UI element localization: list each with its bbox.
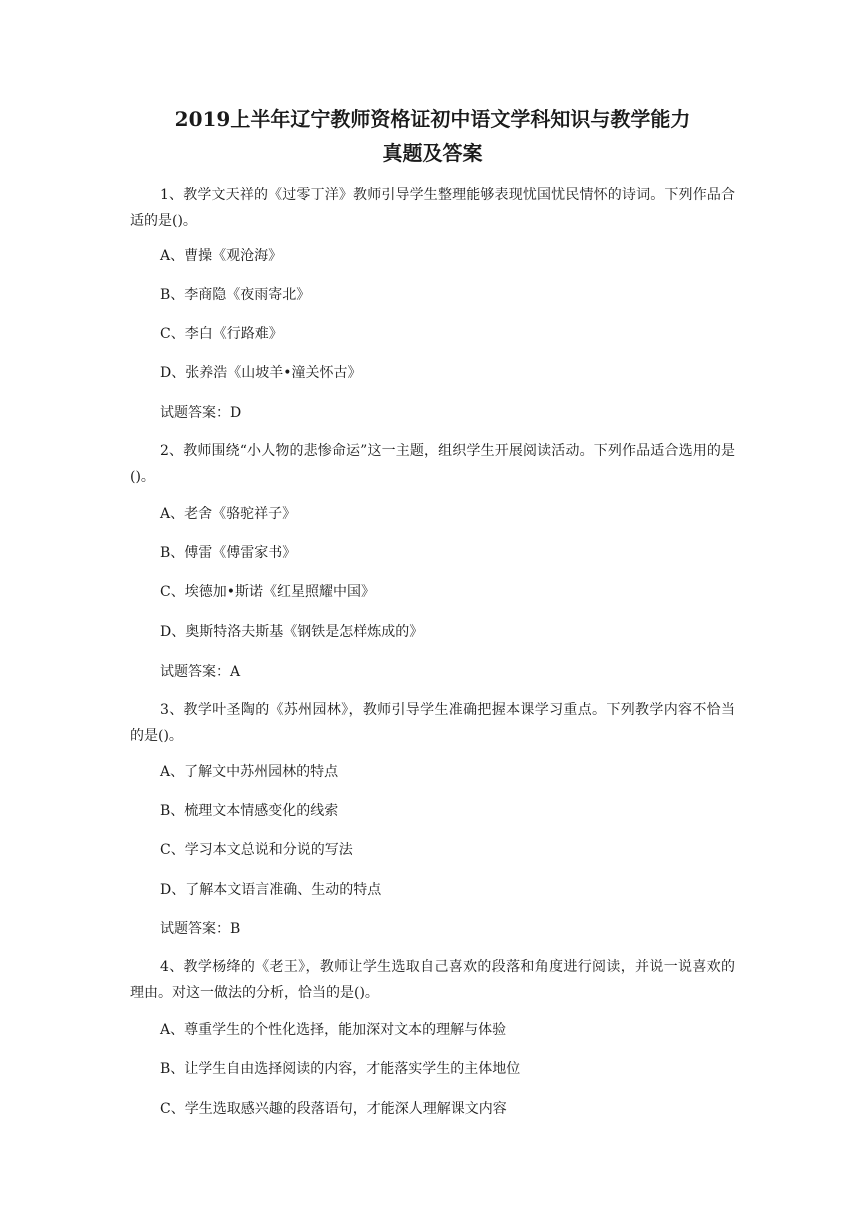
question-2-option-a: A、老舍《骆驼祥子》 <box>160 506 297 522</box>
question-2-answer: 试题答案：A <box>160 664 241 680</box>
question-4-stem: 4、教学杨绛的《老王》，教师让学生选取自己喜欢的段落和角度进行阅读，并说一说喜欢的理由。对这一做法的分析，恰当的是()。 <box>130 959 735 1001</box>
question-4-option-a: A、尊重学生的个性化选择，能加深对文本的理解与体验 <box>160 1022 507 1038</box>
question-1-option-d: D、张养浩《山坡羊•潼关怀古》 <box>160 365 362 381</box>
question-3-option-b: B、梳理文本情感变化的线索 <box>160 803 339 819</box>
question-4-option-b: B、让学生自由选择阅读的内容，才能落实学生的主体地位 <box>160 1061 521 1077</box>
question-1-option-a: A、曹操《观沧海》 <box>160 248 283 264</box>
question-1-answer: 试题答案：D <box>160 405 242 421</box>
question-1-option-c: C、李白《行路难》 <box>160 326 283 342</box>
question-2-option-c: C、埃德加•斯诺《红星照耀中国》 <box>160 584 375 600</box>
document-title-line-2: 真题及答案 <box>382 141 483 165</box>
question-2-stem: 2、教师围绕“小人物的悲惨命运”这一主题，组织学生开展阅读活动。下列作品适合选用的是()。 <box>130 443 735 485</box>
document-title-line-1: 2019上半年辽宁教师资格证初中语文学科知识与教学能力 <box>174 107 691 131</box>
question-3-option-c: C、学习本文总说和分说的写法 <box>160 842 353 858</box>
question-3-option-a: A、了解文中苏州园林的特点 <box>160 764 339 780</box>
question-3-answer: 试题答案：B <box>160 921 241 937</box>
question-1-stem: 1、教学文天祥的《过零丁洋》教师引导学生整理能够表现忧国忧民情怀的诗词。下列作品合适的是()。 <box>130 187 735 229</box>
question-2-option-b: B、傅雷《傅雷家书》 <box>160 545 297 561</box>
question-4-option-c: C、学生选取感兴趣的段落语句，才能深人理解课文内容 <box>160 1101 507 1117</box>
question-1-option-b: B、李商隐《夜雨寄北》 <box>160 287 311 303</box>
question-2-option-d: D、奥斯特洛夫斯基《钢铁是怎样炼成的》 <box>160 624 424 640</box>
question-3-stem: 3、教学叶圣陶的《苏州园林》，教师引导学生准确把握本课学习重点。下列教学内容不恰当的是()。 <box>130 702 735 744</box>
question-3-option-d: D、了解本文语言准确、生动的特点 <box>160 882 382 898</box>
